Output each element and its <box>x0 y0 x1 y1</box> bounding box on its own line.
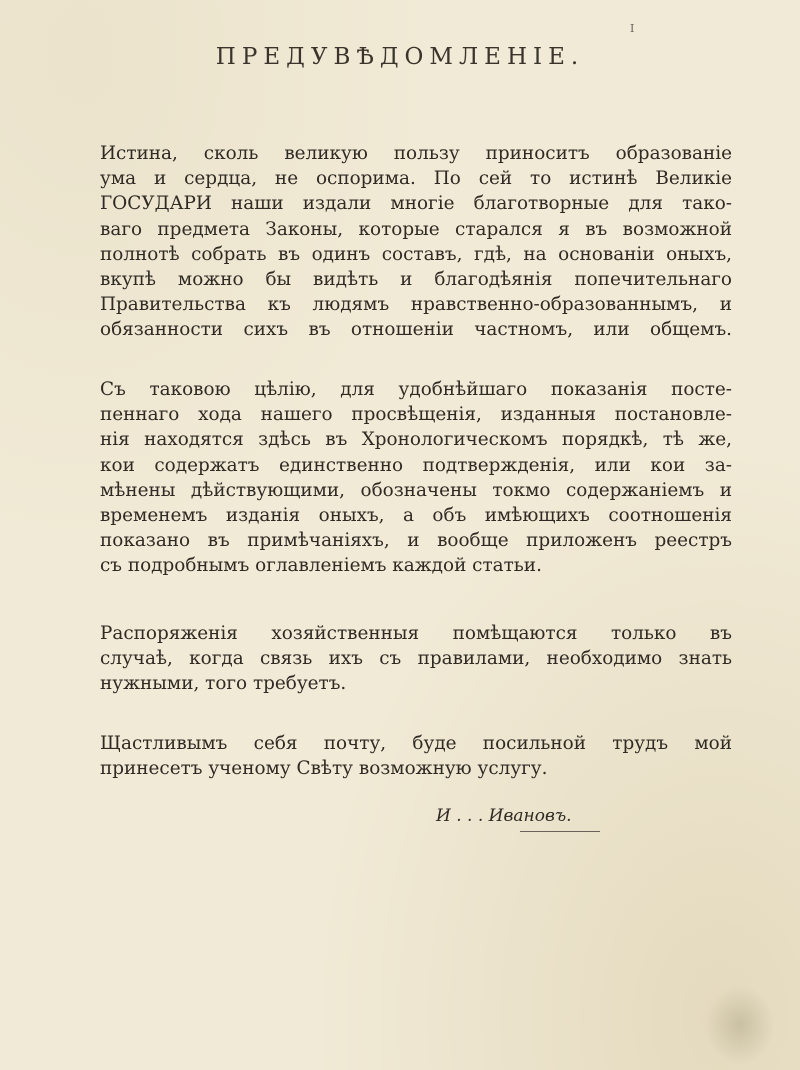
paragraph-3 <box>100 621 732 697</box>
paragraph-line: временемъ изданія оныхъ, а объ имѣющихъ соотношенія <box>100 505 732 527</box>
paragraph-2 <box>100 377 732 579</box>
paragraph-line: мѣнены дѣйствующими, обозначены токмо содержаніемъ и <box>100 479 732 501</box>
paragraph-line: ума и сердца, не оспорима. По сей то истинѣ Великіе <box>100 168 732 190</box>
paragraph-line: ваго предмета Законы, которые старался я въ возможной <box>100 218 732 240</box>
page-number: I <box>630 22 635 35</box>
paragraph-line: нія находятся здѣсь въ Хронологическомъ порядкѣ, тѣ же, <box>100 429 732 451</box>
paragraph-1 <box>100 141 732 343</box>
paragraph-line: показано въ примѣчаніяхъ, и вообще приложенъ реестръ <box>100 530 732 552</box>
signature: И . . . Ивановъ. <box>436 806 572 826</box>
paragraph-line: Истина, сколь великую пользу приноситъ образованіе <box>100 143 732 164</box>
paragraph-line: случаѣ, когда связь ихъ съ правилами, необходимо знать <box>100 648 732 670</box>
paragraph-line: съ подробнымъ оглавленіемъ каждой статьи. <box>100 555 542 577</box>
paper-stain <box>705 985 775 1065</box>
paragraph-line: полнотѣ собрать въ одинъ составъ, гдѣ, на основаніи оныхъ, <box>100 243 732 265</box>
signature-underline <box>520 831 600 832</box>
paragraph-line: обязанности сихъ въ отношеніи частномъ, или общемъ. <box>100 319 732 341</box>
paragraph-line: принесетъ ученому Свѣту возможную услугу. <box>100 758 548 780</box>
paragraph-line: нужными, того требуетъ. <box>100 673 347 695</box>
paragraph-line: Правительства къ людямъ нравственно-образованнымъ, и <box>100 294 732 316</box>
paragraph-line: Съ таковою цѣлію, для удобнѣйшаго показанія посте- <box>100 379 732 400</box>
paragraph-4 <box>100 731 732 781</box>
page-heading: ПРЕДУВѢДОМЛЕНІЕ. <box>215 44 585 70</box>
paragraph-line: кои содержатъ единственно подтвержденія, или кои за- <box>100 454 732 476</box>
paragraph-line: Щастливымъ себя почту, буде посильной трудъ мой <box>100 733 732 754</box>
paragraph-line: пеннаго хода нашего просвѣщенія, изданныя постановле- <box>100 404 732 426</box>
paragraph-line: Распоряженія хозяйственныя помѣщаются только въ <box>100 623 732 644</box>
paragraph-line: вкупѣ можно бы видѣть и благодѣянія попечительнаго <box>100 269 732 291</box>
paragraph-line: ГОСУДАРИ наши издали многіе благотворные для тако- <box>100 193 732 215</box>
